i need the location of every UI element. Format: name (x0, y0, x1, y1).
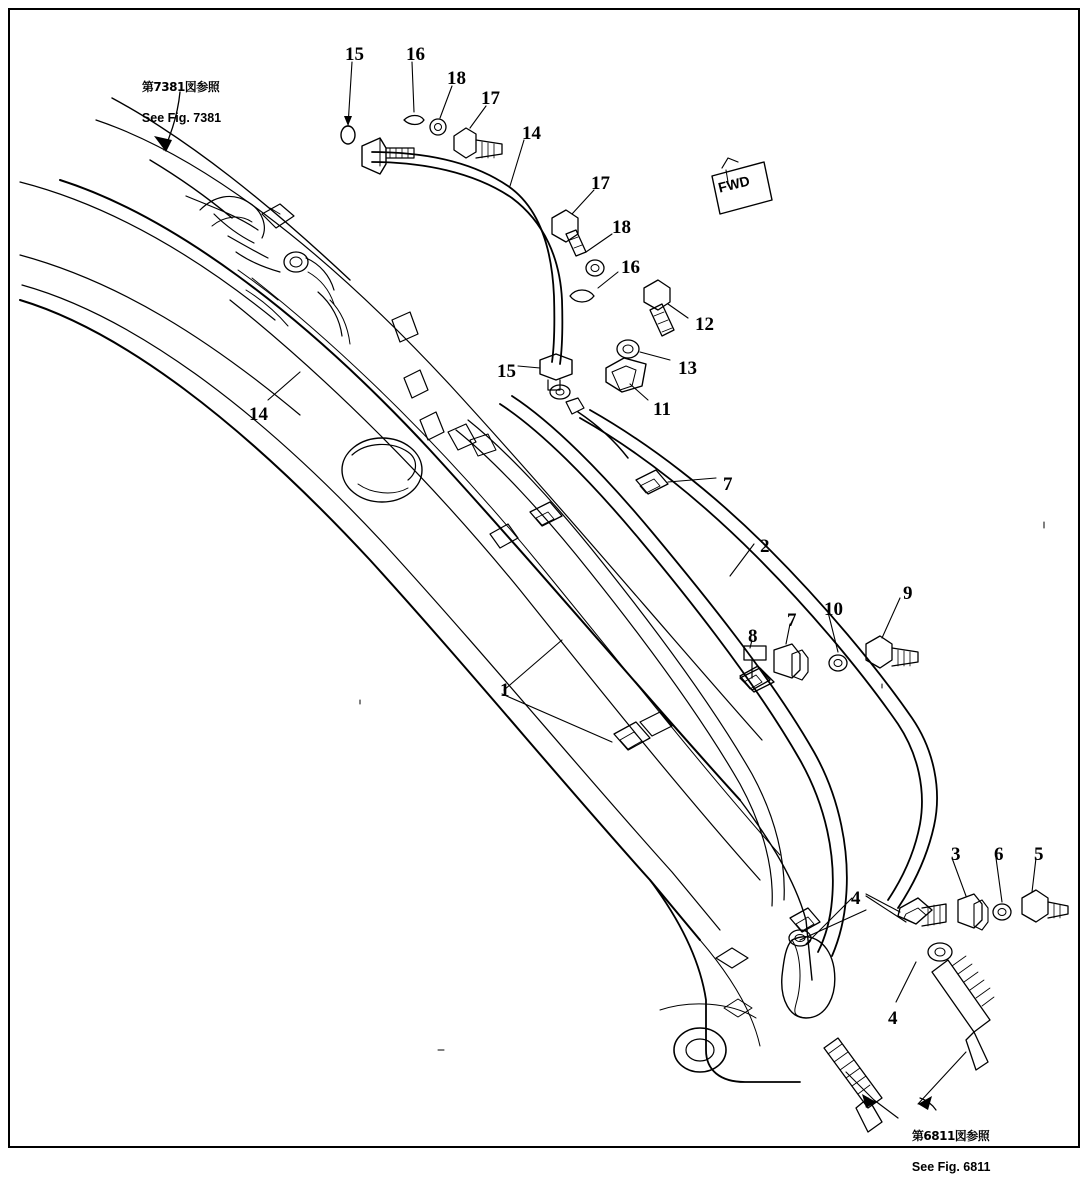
note-see-fig-6811-en: See Fig. 6811 (911, 1159, 991, 1174)
callout-18-mid: 18 (612, 217, 631, 238)
callout-1: 1 (500, 680, 510, 701)
callout-15-top: 15 (345, 44, 364, 65)
callout-14-top: 14 (522, 123, 541, 144)
callout-4-lower: 4 (888, 1008, 898, 1029)
callout-12: 12 (695, 314, 714, 335)
callout-16-mid: 16 (621, 257, 640, 278)
note-see-fig-6811 (898, 1113, 990, 1191)
callout-4-upper: 4 (851, 888, 861, 909)
fwd-direction-label: FWD (716, 172, 752, 196)
callout-15-mid: 15 (497, 361, 516, 382)
callout-5: 5 (1034, 844, 1044, 865)
note-see-fig-7381-en: See Fig. 7381 (141, 110, 222, 125)
callout-14-left: 14 (249, 404, 268, 425)
callout-16-top: 16 (406, 44, 425, 65)
callout-7-mid: 7 (787, 610, 797, 631)
callout-17-mid: 17 (591, 173, 610, 194)
note-see-fig-6811-jp: 第6811図参照 (911, 1128, 990, 1143)
callout-10: 10 (824, 599, 843, 620)
callout-18-top: 18 (447, 68, 466, 89)
callout-2: 2 (760, 536, 770, 557)
callout-3: 3 (951, 844, 961, 865)
callout-6: 6 (994, 844, 1004, 865)
callout-13: 13 (678, 358, 697, 379)
note-see-fig-7381 (128, 64, 221, 142)
callout-11: 11 (653, 399, 671, 420)
callout-7-upper: 7 (723, 474, 733, 495)
callout-9: 9 (903, 583, 913, 604)
callout-17-top: 17 (481, 88, 500, 109)
callout-8: 8 (748, 626, 758, 647)
note-see-fig-7381-jp: 第7381図参照 (141, 79, 220, 94)
